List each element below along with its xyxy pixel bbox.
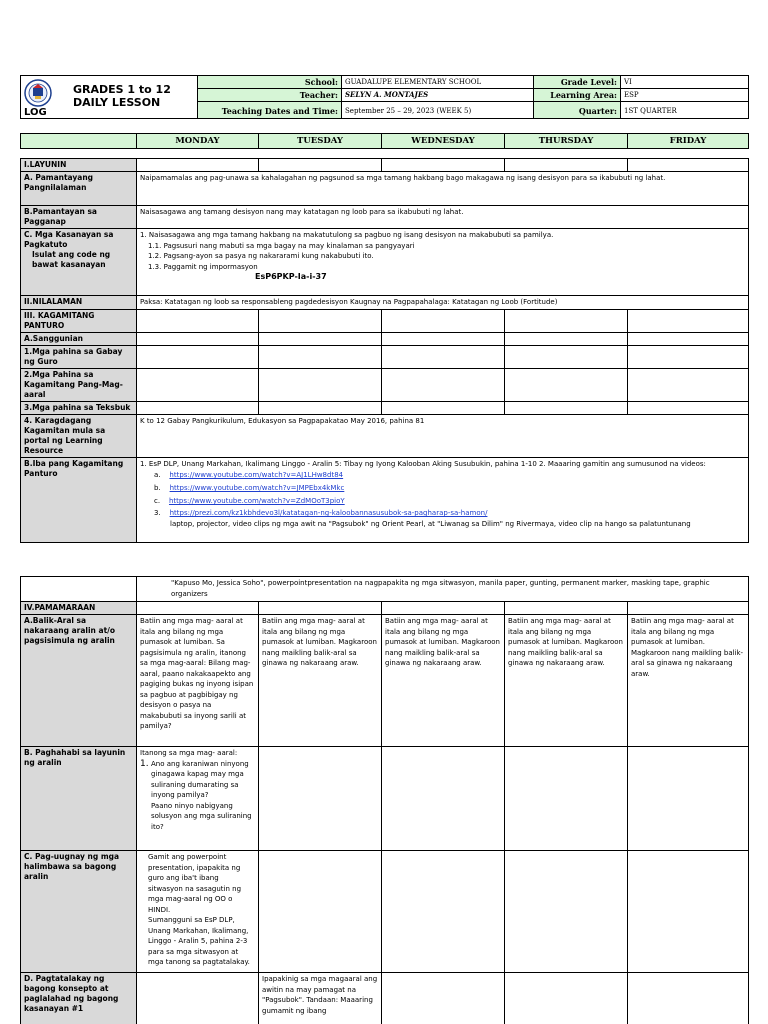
days-blank-cell [21,134,137,149]
balik-aral-wednesday: Batiin ang mga mag- aaral at itala ang bilang ng mga pumasok at lumiban. Magkaroon nang maikling balik-aral sa ginawa ng nakaraang araw. [382,615,505,747]
school-value: GUADALUPE ELEMENTARY SCHOOL [342,76,534,89]
gabay-ng-guro-label: 1.Mga pahina sa Gabay ng Guro [21,345,137,368]
pamantayang-pangnilalaman-label: A. Pamantayang Pangnilalaman [21,172,137,206]
lesson-table-page-1 [20,158,749,543]
pagtatalakay-tuesday: Ipapakinig sa mga magaaral ang awitin na may pamagat na "Pagsubok". Tandaan: Maaaring gumamit ng ibang [259,973,382,1024]
kasanayan-label: C. Mga Kasanayan sa Pagkatuto Isulat ang code ng bawat kasanayan [21,229,137,296]
day-thursday: THURSDAY [505,134,628,149]
iba-pang-kagamitan-label: B.Iba pang Kagamitang Panturo [21,457,137,542]
school-label: School: [198,76,342,89]
day-monday: MONDAY [137,134,259,149]
days-header-table [20,133,749,149]
prezi-link[interactable]: https://prezi.com/kz1kbhdevo3l/katatagan-ng-kaloobannasusubok-sa-pagharap-sa-hamon/ [169,509,488,517]
deped-seal-icon [23,78,63,108]
quarter-value: 1ST QUARTER [621,102,749,119]
pang-mag-aaral-label: 2.Mga Pahina sa Kagamitang Pang-Mag-aaral [21,368,137,401]
karagdagang-kagamitan-label: 4. Karagdagang Kagamitan mula sa portal ng Learning Resource [21,414,137,457]
paghahabi-label: B. Paghahabi sa layunin ng aralin [21,747,137,851]
pamantayan-sa-pagganap-label: B.Pamantayan sa Pagganap [21,206,137,229]
pamantayang-pangnilalaman-value: Naipamamalas ang pag-unawa sa kahalagahan ng pagsunod sa mga tamang hakbang bago makagawa ng isang desisyon para sa ikabubuti ng lahat. [137,172,749,206]
karagdagang-kagamitan-value: K to 12 Gabay Pangkurikulum, Edukasyon sa Pagpapakatao May 2016, pahina 81 [137,414,749,457]
dates-label: Teaching Dates and Time: [198,102,342,119]
continued-materials: "Kapuso Mo, Jessica Soho", powerpointpresentation na nagpapakita ng mga sitwasyon, manila paper, gunting, permanent marker, masking tape, graphic organizers [137,577,749,602]
competency-code: EsP6PKP-Ia-i-37 [255,272,327,281]
balik-aral-label: A.Balik-Aral sa nakaraang aralin at/o pagsisimula ng aralin [21,615,137,747]
dll-title: GRADES 1 to 12 DAILY LESSON [73,83,171,109]
pamantayan-sa-pagganap-value: Naisasagawa ang tamang desisyon nang may katatagan ng loob para sa ikabubuti ng lahat. [137,206,749,229]
learning-area-label: Learning Area: [534,89,621,102]
iba-pang-kagamitan-value: 1. EsP DLP, Unang Markahan, Ikalimang Linggo - Aralin 5: Tibay ng Iyong Kalooban Aking Susubukin, pahina 1-10 2. Maaaring gamitin ang sumusunod na videos: a. https://www.youtube.com/watch?v=AJ1LHw8dt84 b. https://www.youtube.com/watch?v=JMPEbx4kMkc c. https://www.youtube.com/watch?v=ZdMOoT3pioY 3. https://prezi.com/kz1kbhdevo3l/katatagan-ng-kaloobannasusubok-sa-pagharap-sa-hamon/ laptop, projector, video clips ng mga awit na "Pagsubok" ng Orient Pearl, at "Liwanag sa Dilim" ng Rivermaya, video clip na hango sa palatuntunang [137,457,749,542]
kasanayan-value: 1. Naisasagawa ang mga tamang hakbang na makatutulong sa pagbuo ng isang desisyon na makabubuti sa pamilya. 1.1. Pagsusuri nang mabuti sa mga bagay na may kinalaman sa pangyayari 1.2. Pagsang-ayon sa pasya ng nakararami kung nakabubuti ito. 1.3. Paggamit ng impormasyon EsP6PKP-Ia-i-37 [137,229,749,296]
learning-area-value: ESP [621,89,749,102]
video-link-a[interactable]: https://www.youtube.com/watch?v=AJ1LHw8dt84 [169,471,344,479]
teksbuk-label: 3.Mga pahina sa Teksbuk [21,401,137,414]
dates-value: September 25 – 29, 2023 (WEEK 5) [342,102,534,119]
quarter-label: Quarter: [534,102,621,119]
header-table [20,75,749,119]
day-friday: FRIDAY [628,134,749,149]
header-logo-cell [21,76,198,119]
balik-aral-thursday: Batiin ang mga mag- aaral at itala ang bilang ng mga pumasok at lumiban. Magkaroon nang maikling balik-aral sa ginawa ng nakaraang araw. [505,615,628,747]
dll-title-log: LOG [24,107,47,118]
nilalaman-label: II.NILALAMAN [21,296,137,310]
grade-level-label: Grade Level: [534,76,621,89]
kagamitan-heading: III. KAGAMITANG PANTURO [21,309,137,332]
pamamaraan-heading: IV.PAMAMARAAN [21,602,137,615]
day-wednesday: WEDNESDAY [382,134,505,149]
video-link-b[interactable]: https://www.youtube.com/watch?v=JMPEbx4kMkc [169,484,345,492]
nilalaman-value: Paksa: Katatagan ng loob sa responsableng pagdedesisyon Kaugnay na Pagpapahalaga: Katatagan ng Loob (Fortitude) [137,296,749,310]
pag-uugnay-label: C. Pag-uugnay ng mga halimbawa sa bagong aralin [21,851,137,973]
balik-aral-friday: Batiin ang mga mag- aaral at itala ang bilang ng mga pumasok at lumiban. Magkaroon nang maikling balik-aral sa ginawa ng nakaraang araw. [628,615,749,747]
grade-level-value: VI [621,76,749,89]
lesson-table-page-2 [20,576,749,1024]
layunin-heading: I.LAYUNIN [21,159,137,172]
balik-aral-tuesday: Batiin ang mga mag- aaral at itala ang bilang ng mga pumasok at lumiban. Magkaroon nang maikling balik-aral sa ginawa ng nakaraang araw. [259,615,382,747]
day-tuesday: TUESDAY [259,134,382,149]
pagtatalakay-label: D. Pagtatalakay ng bagong konsepto at paglalahad ng bagong kasanayan #1 [21,973,137,1024]
teacher-value: SELYN A. MONTAJES [342,89,534,102]
video-link-c[interactable]: https://www.youtube.com/watch?v=ZdMOoT3pioY [168,497,345,505]
balik-aral-monday: Batiin ang mga mag- aaral at itala ang bilang ng mga pumasok at lumiban. Sa pagsisimula ng aralin, itanong sa mga mag-aaral: Bilang mag- aaral, paano nakakaapekto ang pagiging bukas ng inyong isipan sa pagbuo at pagbibigay ng desisyon o pasya na makabubuti sa inyong sarili at pamilya? [137,615,259,747]
pag-uugnay-monday: Gamit ang powerpoint presentation, ipapakita ng guro ang iba't ibang sitwasyon na sasagutin ng mga mag-aaral ng OO o HINDI. Sumangguni sa EsP DLP, Unang Markahan, Ikalimang, Linggo - Aralin 5, pahina 2-3 para sa mga sitwasyon at mga tanong sa pagtatalakay. [137,851,259,973]
teacher-label: Teacher: [198,89,342,102]
paghahabi-monday: Itanong sa mga mag- aaral: 1. Ano ang karaniwan ninyong ginagawa kapag may mga suliraning dumarating sa inyong pamilya? Paano ninyo nabigyang solusyon ang mga suliraning ito? [137,747,259,851]
continued-label-cell [21,577,137,602]
sanggunian-label: A.Sanggunian [21,332,137,345]
